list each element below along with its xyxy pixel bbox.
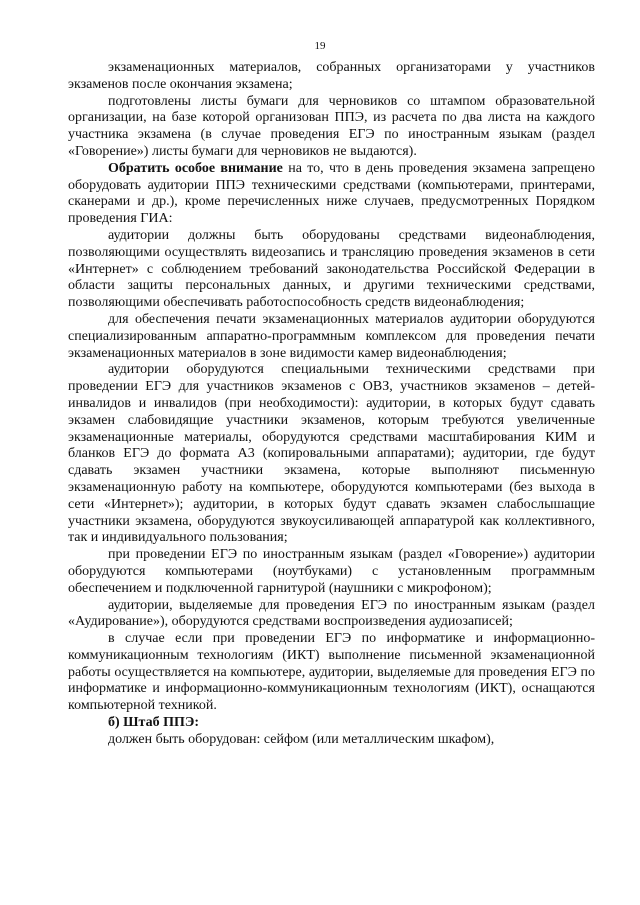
- paragraph: для обеспечения печати экзаменационных материалов аудитории оборудуются специализированным аппаратно-программным комплексом для проведения печати экзаменационных материалов в зоне видимости камер видеонаблюдения;: [68, 311, 595, 361]
- document-body: [68, 60, 595, 749]
- paragraph: аудитории оборудуются специальными техническими средствами при проведении ЕГЭ для участников экзаменов с ОВЗ, участников экзаменов – детей-инвалидов и инвалидов (при необходимости): аудитории, в которых будут сдавать экзамен слабовидящие участники экзаменов, которым требуются увеличенные экзаменационные материалы, оборудуются средствами масштабирования КИМ и бланков ЕГЭ до формата А3 (копировальными аппаратами); аудитории, где будут сдавать экзамен участники экзамена, которые выполняют письменную экзаменационную работу на компьютере, оборудуются компьютерами (без выхода в сети «Интернет»); аудитории, в которых будут сдавать экзамен слабослышащие участники экзамена, оборудуются звукоусиливающей аппаратурой как коллективного, так и индивидуального пользования;: [68, 362, 595, 546]
- paragraph: экзаменационных материалов, собранных организаторами у участников экзаменов после окончания экзамена;: [68, 60, 595, 92]
- paragraph: при проведении ЕГЭ по иностранным языкам (раздел «Говорение») аудитории оборудуются компьютерами (ноутбуками) с установленным программным обеспечением и подключенной гарнитурой (наушники с микрофоном);: [68, 547, 595, 596]
- emphasis-lead: Обратить особое внимание: [108, 160, 283, 176]
- paragraph-notice: Обратить особое внимание на то, что в день проведения экзамена запрещено оборудовать аудитории ППЭ техническими средствами (компьютерами, принтерами, сканерами и др.), кроме перечисленных ниже случаев, предусмотренных Порядком проведения ГИА:: [68, 160, 596, 227]
- page-number: 19: [314, 40, 326, 52]
- paragraph: аудитории, выделяемые для проведения ЕГЭ по иностранным языкам (раздел «Аудирование»), оборудуются средствами воспроизведения аудиозаписей;: [68, 597, 595, 630]
- paragraph: аудитории должны быть оборудованы средствами видеонаблюдения, позволяющими осуществлять видеозапись и трансляцию проведения экзаменов в сети «Интернет» с соблюдением требований законодательства Российской Федерации в области защиты персональных данных, и другими техническими средствами, позволяющими обеспечивать работоспособность средств видеонаблюдения;: [68, 227, 595, 311]
- paragraph: в случае если при проведении ЕГЭ по информатике и информационно-коммуникационным технологиям (ИКТ) выполнение письменной экзаменационной работы осуществляется на компьютере, аудитории, выделяемые для проведения ЕГЭ по информатике и информационно-коммуникационным технологиям (ИКТ), оснащаются компьютерной техникой.: [68, 631, 595, 714]
- paragraph: должен быть оборудован: сейфом (или металлическим шкафом),: [108, 731, 495, 747]
- paragraph: подготовлены листы бумаги для черновиков со штампом образовательной организации, на базе которой организован ППЭ, из расчета по два листа на каждого участника экзамена (в случае проведения ЕГЭ по иностранным языкам (раздел «Говорение») листы бумаги для черновиков не выдаются).: [68, 93, 595, 159]
- section-heading: б) Штаб ППЭ:: [108, 715, 200, 731]
